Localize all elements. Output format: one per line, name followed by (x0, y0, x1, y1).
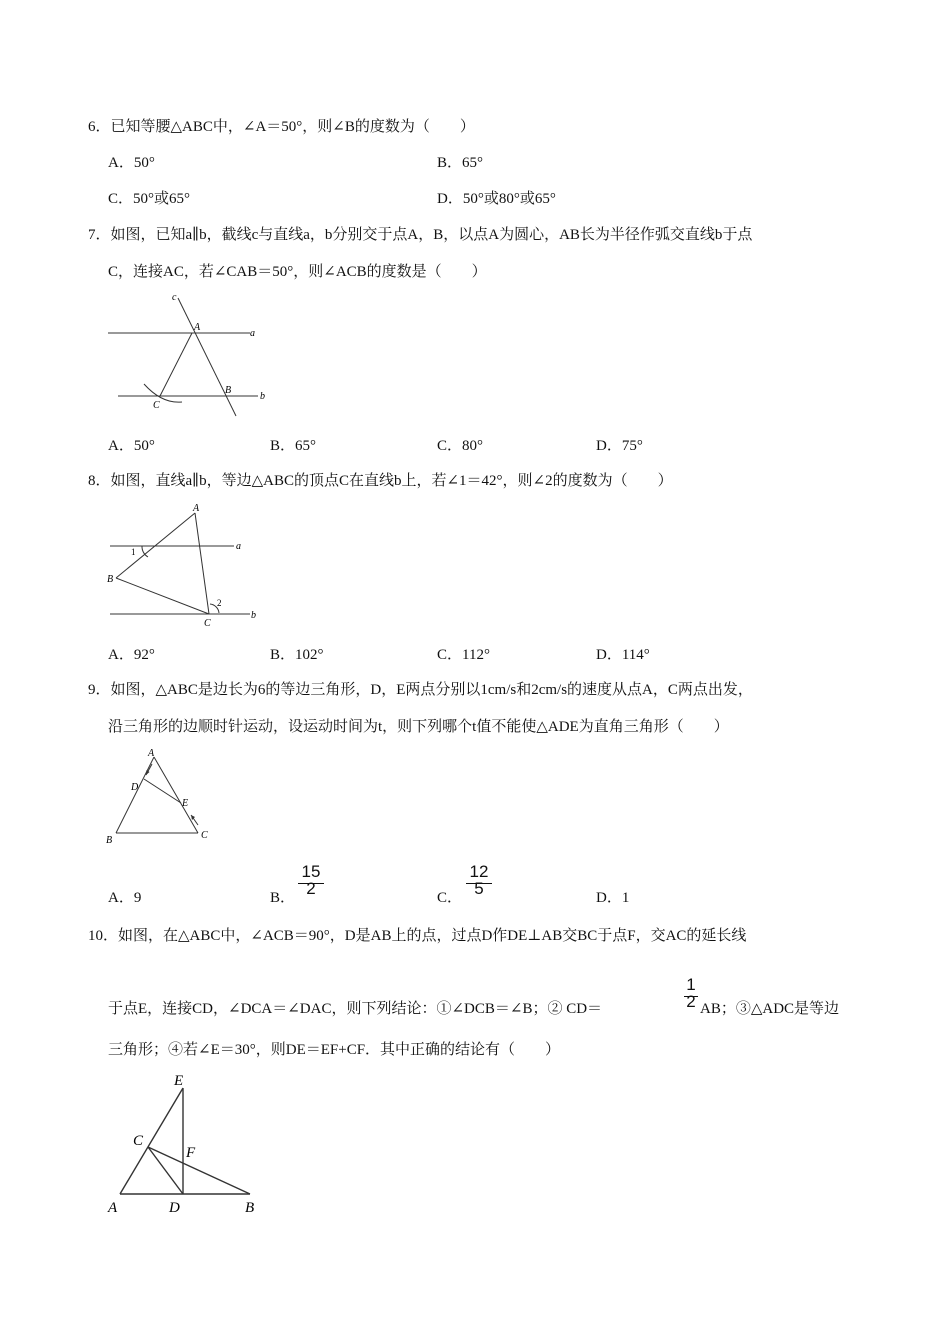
q10-stem-line2b: AB；③△ADC是等边 (700, 1001, 840, 1017)
q9-label-A: A (148, 748, 155, 759)
q10-stem-line2a: 于点E，连接CD，∠DCA＝∠DAC，则下列结论：①∠DCB＝∠B；② CD＝ (108, 1001, 603, 1017)
q9-option-a: A．9 (108, 890, 142, 906)
q9-label-E: E (182, 798, 189, 809)
q6-option-d: D．50°或80°或65° (437, 191, 556, 207)
q7-label-a: a (250, 328, 255, 339)
q8-label-a: a (236, 541, 241, 552)
q10-half-numerator: 1 (686, 975, 696, 994)
q8-label-angle1: 1 (131, 547, 136, 557)
q7-label-B: B (225, 385, 232, 396)
q9-option-b-denominator: 2 (306, 879, 316, 898)
q10-label-E: E (174, 1073, 184, 1089)
q9-option-b-numerator: 15 (301, 862, 321, 881)
q9-option-c-fraction (466, 862, 492, 899)
q8-label-A: A (193, 503, 200, 514)
q8-option-d: D．114° (596, 647, 650, 663)
q7-label-b: b (260, 391, 265, 402)
q8-label-b: b (251, 610, 256, 621)
q10-figure (100, 1068, 280, 1218)
q10-label-A: A (108, 1200, 118, 1216)
q9-stem-line1: 9．如图，△ABC是边长为6的等边三角形，D，E两点分别以1cm/s和2cm/s的速度从点A，C两点出发， (88, 682, 753, 698)
q7-option-a: A．50° (108, 438, 155, 454)
q9-figure (100, 745, 220, 845)
q8-option-b: B．102° (270, 647, 324, 663)
q10-label-F: F (186, 1145, 196, 1161)
q10-label-D: D (169, 1200, 180, 1216)
q9-option-c-denominator: 5 (474, 879, 484, 898)
q9-option-c-numerator: 12 (469, 862, 489, 881)
q10-label-B: B (245, 1200, 255, 1216)
q9-label-B: B (106, 835, 113, 846)
q10-stem-line1: 10．如图，在△ABC中，∠ACB＝90°，D是AB上的点，过点D作DE⊥AB交BC于点F，交AC的延长线 (88, 928, 747, 944)
q9-label-C: C (201, 830, 208, 841)
q8-label-C: C (204, 618, 211, 629)
q6-option-b: B．65° (437, 155, 484, 171)
q9-option-b-fraction (298, 862, 324, 899)
q8-label-angle2: 2 (217, 598, 222, 608)
q9-label-D: D (131, 782, 139, 793)
q7-option-d: D．75° (596, 438, 643, 454)
q9-stem-line2: 沿三角形的边顺时针运动，设运动时间为t，则下列哪个t值不能使△ADE为直角三角形（ ） (108, 719, 729, 735)
q7-option-c: C．80° (437, 438, 484, 454)
q7-option-b: B．65° (270, 438, 317, 454)
q10-half-denominator: 2 (686, 992, 696, 1011)
q7-figure (100, 288, 270, 418)
q6-option-c: C．50°或65° (108, 191, 191, 207)
q9-option-d: D．1 (596, 890, 630, 906)
q8-figure (100, 500, 260, 630)
q8-label-B: B (107, 574, 114, 585)
q10-stem-line3: 三角形；④若∠E＝30°，则DE＝EF+CF．其中正确的结论有（ ） (108, 1042, 561, 1058)
q7-label-c: c (172, 292, 177, 303)
q9-option-b: B． (270, 890, 296, 906)
q7-label-C: C (153, 400, 160, 411)
q10-half-fraction (684, 975, 698, 1012)
q9-option-c: C． (437, 890, 463, 906)
q7-stem-line1: 7．如图，已知a∥b，截线c与直线a，b分别交于点A，B，以点A为圆心，AB长为半径作弧交直线b于点 (88, 227, 753, 243)
q7-stem-line2: C，连接AC，若∠CAB＝50°，则∠ACB的度数是（ ） (108, 264, 487, 280)
q8-stem: 8．如图，直线a∥b，等边△ABC的顶点C在直线b上，若∠1＝42°，则∠2的度数为（ ） (88, 473, 673, 489)
q7-label-A: A (194, 322, 201, 333)
q10-label-C: C (133, 1133, 144, 1149)
q6-stem: 6．已知等腰△ABC中，∠A＝50°，则∠B的度数为（ ） (88, 119, 475, 135)
q8-option-a: A．92° (108, 647, 155, 663)
q6-option-a: A．50° (108, 155, 155, 171)
q8-option-c: C．112° (437, 647, 490, 663)
